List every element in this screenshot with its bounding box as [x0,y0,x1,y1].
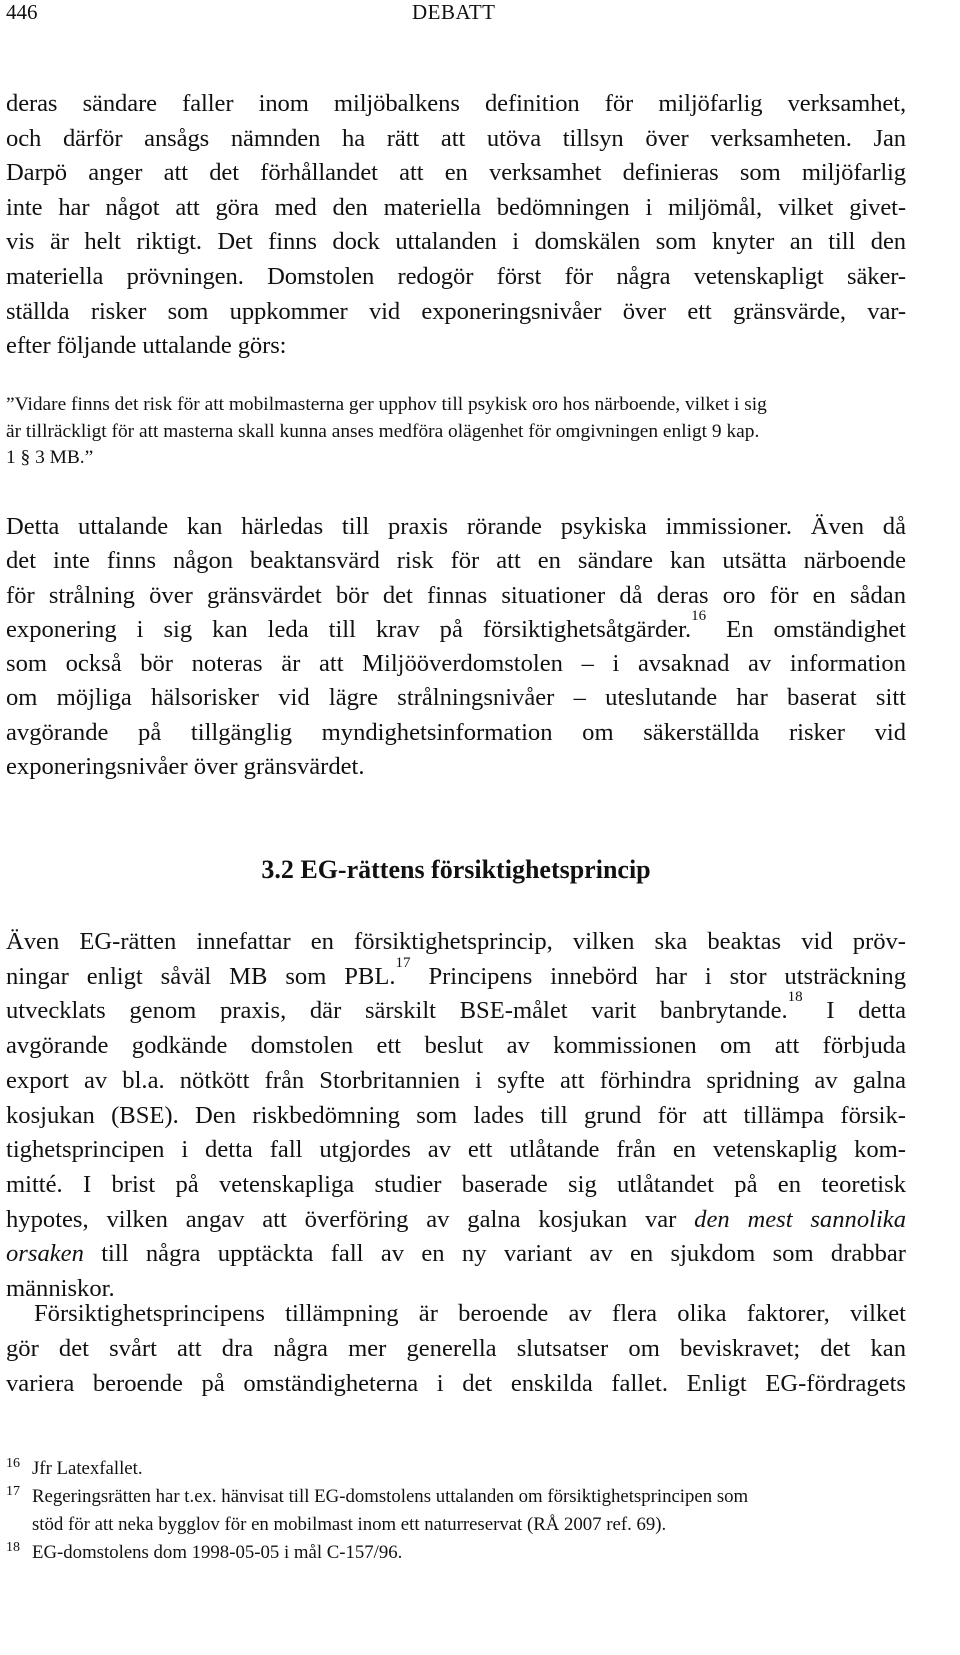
text-line: Darpö anger att det förhållandet att en verksamhet definieras som miljöfarlig [6,159,906,187]
footnote-16 [6,1455,916,1483]
text-line: utvecklats genom praxis, där särskilt BSE-målet varit banbrytande.$^{18}$ I detta [6,989,906,1025]
text-line: exponering i sig kan leda till krav på försiktighetsåtgärder.$^{16}$ En omständighet [6,607,907,643]
paragraph-2 [6,510,906,784]
footnote-ref-18[interactable]: 18 [787,989,803,1006]
paragraph-4 [6,1297,906,1401]
footnote-ref-17[interactable]: 17 [395,954,411,971]
footnote-text: Regeringsrätten har t.ex. hänvisat till EG-domstolens uttalanden om försiktighetsprincipen som stöd för att neka bygglov för en mobilmast inom ett naturreservat (RÅ 2007 ref. 69). [32,1486,749,1535]
text-line: ningar enligt såväl MB som PBL.$^{17}$ Principens innebörd har i stor utsträckning [6,954,907,990]
text-line: om möjliga hälsorisker vid lägre strålningsnivåer – uteslutande har baserat sitt [6,684,906,712]
text-line: materiella prövningen. Domstolen redogör först för några vetenskapligt säker- [6,262,906,290]
text-line: deras sändare faller inom miljöbalkens definition för miljöfarlig verksamhet, [6,90,906,117]
paragraph-3 [6,925,906,1307]
text-line: hypotes, vilken angav att överföring av galna kosjukan var den mest sannolika [6,1205,906,1233]
text-line: efter följande uttalande görs: [6,332,287,360]
text-line: orsaken till några upptäckta fall av en ny variant av en sjukdom som drabbar [6,1240,906,1268]
text-line: för strålning över gränsvärdet bör det finnas situationer då deras oro för en sådan [6,581,906,609]
text-line: avgörande godkände domstolen ett beslut av kommissionen om att förbjuda [6,1032,906,1060]
running-head: DEBATT [412,0,496,24]
text-line: inte har något att göra med den materiella bedömningen i miljömål, vilket givet- [6,193,906,221]
footnote-number: 18 [6,1540,20,1555]
quote-line: 1 § 3 MB.” [6,447,94,468]
text-line: exponeringsnivåer över gränsvärdet. [6,753,365,781]
footnote-ref-16[interactable]: 16 [691,607,707,624]
page-number: 446 [6,0,38,24]
text-line: vis är helt riktigt. Det finns dock uttalanden i domskälen som knyter an till den [6,228,906,256]
text-line: som också bör noteras är att Miljööverdomstolen – i avsaknad av information [6,650,906,678]
text-line: avgörande på tillgänglig myndighetsinformation om säkerställda risker vid [6,718,906,746]
paragraph-1 [6,87,906,364]
section-heading: 3.2 EG-rättens försiktighetsprincip [261,855,651,884]
block-quote [6,392,906,472]
text-line: export av bl.a. nötkött från Storbritannien i syfte att förhindra spridning av galna [6,1066,906,1094]
text-line: tighetsprincipen i detta fall utgjordes av ett utlåtande från en vetenskaplig kom- [6,1136,906,1164]
text-line: och därför ansågs nämnden ha rätt att utöva tillsyn över verksamheten. Jan [6,124,906,152]
footnotes [6,1455,916,1567]
footnote-text: Jfr Latexfallet. [32,1458,143,1479]
quote-line: är tillräckligt för att masterna skall kunna anses medföra olägenhet för omgivningen enligt 9 kap. [6,420,760,442]
text-line: Detta uttalande kan härledas till praxis rörande psykiska immissioner. Även då [6,513,906,540]
text-line: variera beroende på omständigheterna i det enskilda fallet. Enligt EG-fördragets [6,1369,906,1397]
footnote-number: 16 [6,1456,20,1471]
footnote-17 [6,1483,916,1539]
footnote-18 [6,1539,916,1567]
text-line: det inte finns någon beaktansvärd risk för att en sändare kan utsätta närboende [6,547,906,575]
text-line: ställda risker som uppkommer vid exponeringsnivåer över ett gränsvärde, var- [6,297,906,325]
text-line: Försiktighetsprincipens tillämpning är beroende av flera olika faktorer, vilket [34,1300,906,1327]
text-line: kosjukan (BSE). Den riskbedömning som lades till grund för att tillämpa försik- [6,1101,906,1129]
text-line: Även EG-rätten innefattar en försiktighetsprincip, vilken ska beaktas vid pröv- [6,928,906,955]
text-line: människor. [6,1275,115,1303]
text-line: mitté. I brist på vetenskapliga studier baserade sig utlåtandet på en teoretisk [6,1170,906,1198]
footnote-number: 17 [6,1484,20,1499]
text-line: gör det svårt att dra några mer generella slutsatser om beviskravet; det kan [6,1334,906,1362]
quote-line: ”Vidare finns det risk för att mobilmasterna ger upphov till psykisk oro hos närboende, vilket i sig [6,394,767,415]
footnote-text: EG-domstolens dom 1998-05-05 i mål C-157/96. [32,1542,403,1563]
